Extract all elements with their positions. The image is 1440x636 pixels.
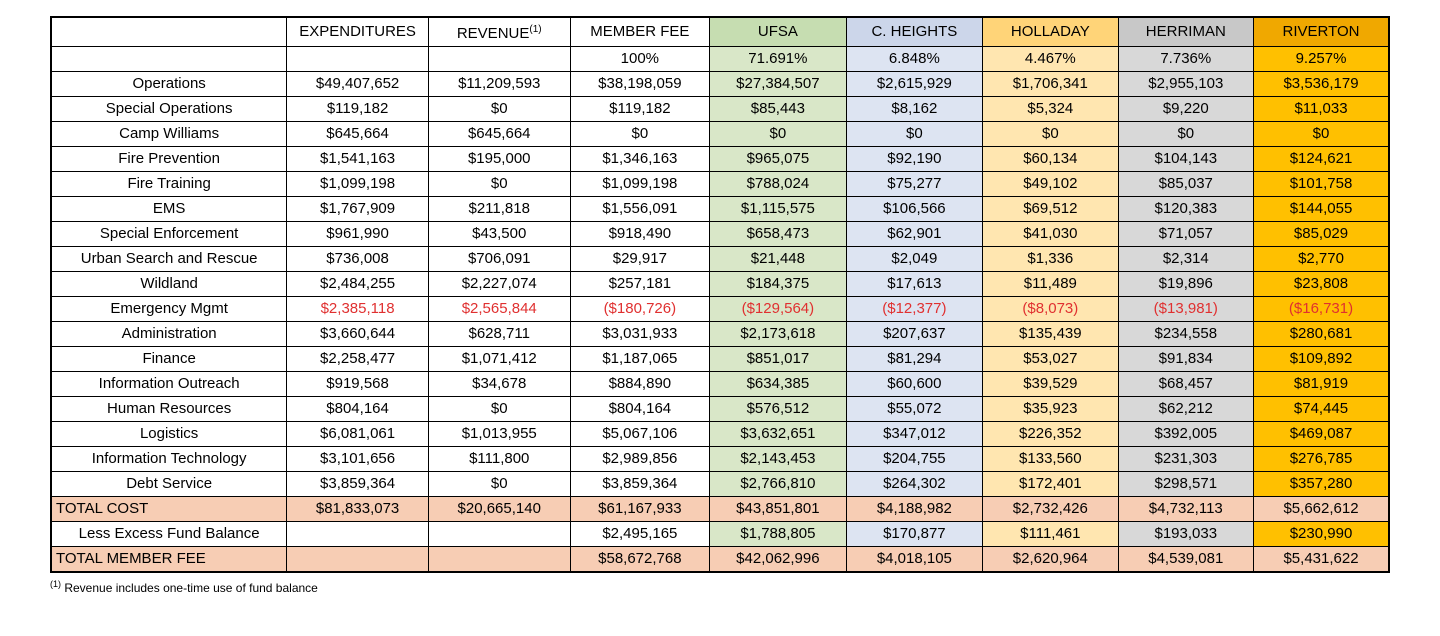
cell-ufsa: $42,062,996 (710, 547, 846, 573)
cell-expenditures (287, 522, 429, 547)
row-label: Emergency Mgmt (51, 297, 287, 322)
cell-holladay: ($8,073) (983, 297, 1118, 322)
row-label: Special Operations (51, 97, 287, 122)
cell-expenditures: $3,660,644 (287, 322, 429, 347)
cell-expenditures (287, 547, 429, 573)
cell-riverton: $85,029 (1254, 222, 1389, 247)
row-label: EMS (51, 197, 287, 222)
cell-c-heights: $106,566 (846, 197, 982, 222)
cell-ufsa: $788,024 (710, 172, 846, 197)
percent-herriman: 7.736% (1118, 47, 1253, 72)
cell-member-fee: ($180,726) (570, 297, 710, 322)
cell-expenditures: $1,767,909 (287, 197, 429, 222)
cell-c-heights: $207,637 (846, 322, 982, 347)
cell-revenue: $195,000 (428, 147, 570, 172)
budget-table (50, 16, 1390, 573)
footnote (50, 579, 1440, 595)
cell-holladay: $49,102 (983, 172, 1118, 197)
table-header (51, 17, 1389, 72)
table-row (51, 72, 1389, 97)
cell-ufsa: ($129,564) (710, 297, 846, 322)
cell-ufsa: $1,115,575 (710, 197, 846, 222)
cell-holladay: $135,439 (983, 322, 1118, 347)
cell-c-heights: $2,615,929 (846, 72, 982, 97)
cell-ufsa: $2,766,810 (710, 472, 846, 497)
cell-revenue: $211,818 (428, 197, 570, 222)
cell-herriman: $231,303 (1118, 447, 1253, 472)
cell-member-fee: $119,182 (570, 97, 710, 122)
cell-member-fee: $61,167,933 (570, 497, 710, 522)
header-revenue-footnote-marker: (1) (529, 24, 542, 35)
cell-expenditures: $119,182 (287, 97, 429, 122)
cell-member-fee: $884,890 (570, 372, 710, 397)
cell-riverton: $3,536,179 (1254, 72, 1389, 97)
percent-revenue (428, 47, 570, 72)
row-label: Fire Prevention (51, 147, 287, 172)
cell-ufsa: $3,632,651 (710, 422, 846, 447)
cell-herriman: $392,005 (1118, 422, 1253, 447)
percent-row (51, 47, 1389, 72)
cell-ufsa: $1,788,805 (710, 522, 846, 547)
cell-herriman: $193,033 (1118, 522, 1253, 547)
cell-expenditures: $2,484,255 (287, 272, 429, 297)
table-row (51, 472, 1389, 497)
header-member-fee: MEMBER FEE (570, 17, 710, 47)
total-member-fee-row (51, 547, 1389, 573)
cell-ufsa: $184,375 (710, 272, 846, 297)
footnote-marker: (1) (50, 579, 61, 589)
cell-riverton: $11,033 (1254, 97, 1389, 122)
table-row (51, 347, 1389, 372)
cell-riverton: $357,280 (1254, 472, 1389, 497)
cell-ufsa: $27,384,507 (710, 72, 846, 97)
cell-riverton: $23,808 (1254, 272, 1389, 297)
row-label: Information Outreach (51, 372, 287, 397)
cell-holladay: $35,923 (983, 397, 1118, 422)
cell-c-heights: $2,049 (846, 247, 982, 272)
cell-c-heights: $264,302 (846, 472, 982, 497)
cell-member-fee: $58,672,768 (570, 547, 710, 573)
cell-expenditures: $1,099,198 (287, 172, 429, 197)
cell-riverton: $74,445 (1254, 397, 1389, 422)
table-row (51, 272, 1389, 297)
cell-herriman: ($13,981) (1118, 297, 1253, 322)
cell-revenue: $1,071,412 (428, 347, 570, 372)
cell-riverton: $101,758 (1254, 172, 1389, 197)
cell-revenue: $706,091 (428, 247, 570, 272)
cell-c-heights: $170,877 (846, 522, 982, 547)
cell-herriman: $68,457 (1118, 372, 1253, 397)
cell-holladay: $1,336 (983, 247, 1118, 272)
cell-c-heights: $8,162 (846, 97, 982, 122)
cell-holladay: $53,027 (983, 347, 1118, 372)
cell-riverton: $230,990 (1254, 522, 1389, 547)
cell-herriman: $85,037 (1118, 172, 1253, 197)
cell-holladay: $5,324 (983, 97, 1118, 122)
table-row (51, 297, 1389, 322)
cell-herriman: $0 (1118, 122, 1253, 147)
cell-member-fee: $804,164 (570, 397, 710, 422)
table-row (51, 97, 1389, 122)
cell-c-heights: $4,018,105 (846, 547, 982, 573)
cell-revenue: $2,227,074 (428, 272, 570, 297)
table-row (51, 372, 1389, 397)
percent-blank-label (51, 47, 287, 72)
cell-riverton: $81,919 (1254, 372, 1389, 397)
cell-ufsa: $0 (710, 122, 846, 147)
row-label: Finance (51, 347, 287, 372)
cell-riverton: $280,681 (1254, 322, 1389, 347)
cell-ufsa: $851,017 (710, 347, 846, 372)
cell-herriman: $104,143 (1118, 147, 1253, 172)
row-label: Administration (51, 322, 287, 347)
cell-expenditures: $49,407,652 (287, 72, 429, 97)
less-excess-fund-balance-row (51, 522, 1389, 547)
row-label: Less Excess Fund Balance (51, 522, 287, 547)
percent-member-fee: 100% (570, 47, 710, 72)
cell-ufsa: $658,473 (710, 222, 846, 247)
percent-expenditures (287, 47, 429, 72)
cell-holladay: $133,560 (983, 447, 1118, 472)
cell-ufsa: $43,851,801 (710, 497, 846, 522)
table-row (51, 222, 1389, 247)
header-c-heights: C. HEIGHTS (846, 17, 982, 47)
cell-riverton: $2,770 (1254, 247, 1389, 272)
cell-member-fee: $0 (570, 122, 710, 147)
cell-member-fee: $2,989,856 (570, 447, 710, 472)
header-ufsa: UFSA (710, 17, 846, 47)
table-row (51, 397, 1389, 422)
cell-c-heights: $17,613 (846, 272, 982, 297)
cell-holladay: $41,030 (983, 222, 1118, 247)
cell-revenue: $0 (428, 97, 570, 122)
cell-expenditures: $645,664 (287, 122, 429, 147)
cell-herriman: $71,057 (1118, 222, 1253, 247)
cell-member-fee: $1,556,091 (570, 197, 710, 222)
table-row (51, 247, 1389, 272)
table-row (51, 122, 1389, 147)
cell-revenue (428, 522, 570, 547)
cell-c-heights: $75,277 (846, 172, 982, 197)
header-riverton: RIVERTON (1254, 17, 1389, 47)
percent-holladay: 4.467% (983, 47, 1118, 72)
cell-revenue: $628,711 (428, 322, 570, 347)
cell-holladay: $1,706,341 (983, 72, 1118, 97)
row-label: Wildland (51, 272, 287, 297)
cell-holladay: $2,732,426 (983, 497, 1118, 522)
cell-expenditures: $961,990 (287, 222, 429, 247)
cell-herriman: $91,834 (1118, 347, 1253, 372)
cell-member-fee: $5,067,106 (570, 422, 710, 447)
cell-revenue: $111,800 (428, 447, 570, 472)
cell-c-heights: $204,755 (846, 447, 982, 472)
header-expenditures: EXPENDITURES (287, 17, 429, 47)
cell-ufsa: $965,075 (710, 147, 846, 172)
cell-member-fee: $1,099,198 (570, 172, 710, 197)
cell-herriman: $2,955,103 (1118, 72, 1253, 97)
cell-expenditures: $3,859,364 (287, 472, 429, 497)
cell-member-fee: $2,495,165 (570, 522, 710, 547)
cell-expenditures: $6,081,061 (287, 422, 429, 447)
header-blank (51, 17, 287, 47)
percent-c-heights: 6.848% (846, 47, 982, 72)
row-label: Urban Search and Rescue (51, 247, 287, 272)
cell-herriman: $9,220 (1118, 97, 1253, 122)
cell-member-fee: $38,198,059 (570, 72, 710, 97)
cell-herriman: $19,896 (1118, 272, 1253, 297)
cell-holladay: $60,134 (983, 147, 1118, 172)
total-cost-row (51, 497, 1389, 522)
cell-riverton: $109,892 (1254, 347, 1389, 372)
header-holladay: HOLLADAY (983, 17, 1118, 47)
cell-expenditures: $1,541,163 (287, 147, 429, 172)
cell-riverton: $469,087 (1254, 422, 1389, 447)
table-row (51, 197, 1389, 222)
cell-riverton: $124,621 (1254, 147, 1389, 172)
cell-revenue: $11,209,593 (428, 72, 570, 97)
row-label: TOTAL COST (51, 497, 287, 522)
cell-expenditures: $804,164 (287, 397, 429, 422)
cell-ufsa: $634,385 (710, 372, 846, 397)
cell-herriman: $298,571 (1118, 472, 1253, 497)
cell-c-heights: $0 (846, 122, 982, 147)
cell-c-heights: ($12,377) (846, 297, 982, 322)
cell-holladay: $226,352 (983, 422, 1118, 447)
cell-expenditures: $2,385,118 (287, 297, 429, 322)
cell-c-heights: $62,901 (846, 222, 982, 247)
cell-holladay: $2,620,964 (983, 547, 1118, 573)
cell-c-heights: $60,600 (846, 372, 982, 397)
cell-holladay: $172,401 (983, 472, 1118, 497)
cell-c-heights: $92,190 (846, 147, 982, 172)
cell-member-fee: $29,917 (570, 247, 710, 272)
header-revenue-label: REVENUE (456, 25, 530, 42)
cell-member-fee: $1,346,163 (570, 147, 710, 172)
cell-ufsa: $2,173,618 (710, 322, 846, 347)
cell-herriman: $4,539,081 (1118, 547, 1253, 573)
cell-riverton: $276,785 (1254, 447, 1389, 472)
budget-sheet (0, 16, 1440, 636)
cell-riverton: $5,662,612 (1254, 497, 1389, 522)
percent-ufsa: 71.691% (710, 47, 846, 72)
cell-expenditures: $2,258,477 (287, 347, 429, 372)
row-label: Special Enforcement (51, 222, 287, 247)
cell-member-fee: $257,181 (570, 272, 710, 297)
cell-c-heights: $81,294 (846, 347, 982, 372)
cell-expenditures: $736,008 (287, 247, 429, 272)
cell-revenue: $34,678 (428, 372, 570, 397)
cell-holladay: $69,512 (983, 197, 1118, 222)
header-row (51, 17, 1389, 47)
cell-revenue: $0 (428, 472, 570, 497)
cell-expenditures: $81,833,073 (287, 497, 429, 522)
cell-expenditures: $3,101,656 (287, 447, 429, 472)
cell-herriman: $4,732,113 (1118, 497, 1253, 522)
table-row (51, 172, 1389, 197)
cell-ufsa: $21,448 (710, 247, 846, 272)
cell-revenue: $0 (428, 172, 570, 197)
cell-herriman: $62,212 (1118, 397, 1253, 422)
cell-ufsa: $576,512 (710, 397, 846, 422)
cell-holladay: $11,489 (983, 272, 1118, 297)
header-revenue (428, 17, 570, 47)
table-row (51, 147, 1389, 172)
row-label: Fire Training (51, 172, 287, 197)
cell-c-heights: $347,012 (846, 422, 982, 447)
row-label: Information Technology (51, 447, 287, 472)
row-label: Operations (51, 72, 287, 97)
cell-revenue: $43,500 (428, 222, 570, 247)
row-label: TOTAL MEMBER FEE (51, 547, 287, 573)
percent-riverton: 9.257% (1254, 47, 1389, 72)
header-herriman: HERRIMAN (1118, 17, 1253, 47)
cell-holladay: $111,461 (983, 522, 1118, 547)
cell-member-fee: $1,187,065 (570, 347, 710, 372)
cell-c-heights: $4,188,982 (846, 497, 982, 522)
cell-c-heights: $55,072 (846, 397, 982, 422)
cell-herriman: $234,558 (1118, 322, 1253, 347)
cell-riverton: ($16,731) (1254, 297, 1389, 322)
cell-member-fee: $918,490 (570, 222, 710, 247)
cell-member-fee: $3,859,364 (570, 472, 710, 497)
cell-riverton: $5,431,622 (1254, 547, 1389, 573)
cell-revenue: $1,013,955 (428, 422, 570, 447)
cell-ufsa: $85,443 (710, 97, 846, 122)
cell-revenue: $20,665,140 (428, 497, 570, 522)
cell-expenditures: $919,568 (287, 372, 429, 397)
cell-riverton: $0 (1254, 122, 1389, 147)
footnote-text: Revenue includes one-time use of fund balance (61, 581, 318, 595)
table-row (51, 322, 1389, 347)
cell-revenue (428, 547, 570, 573)
cell-revenue: $2,565,844 (428, 297, 570, 322)
cell-riverton: $144,055 (1254, 197, 1389, 222)
table-body (51, 72, 1389, 573)
cell-revenue: $0 (428, 397, 570, 422)
table-row (51, 447, 1389, 472)
cell-holladay: $0 (983, 122, 1118, 147)
cell-herriman: $2,314 (1118, 247, 1253, 272)
row-label: Human Resources (51, 397, 287, 422)
table-row (51, 422, 1389, 447)
cell-member-fee: $3,031,933 (570, 322, 710, 347)
cell-revenue: $645,664 (428, 122, 570, 147)
row-label: Logistics (51, 422, 287, 447)
row-label: Camp Williams (51, 122, 287, 147)
cell-holladay: $39,529 (983, 372, 1118, 397)
cell-herriman: $120,383 (1118, 197, 1253, 222)
cell-ufsa: $2,143,453 (710, 447, 846, 472)
row-label: Debt Service (51, 472, 287, 497)
